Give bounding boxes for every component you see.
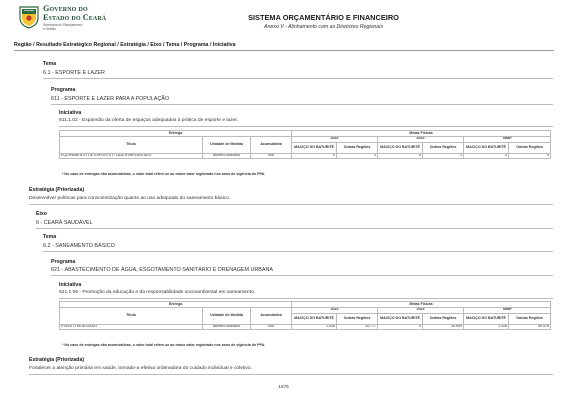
programa-label: Programa [51,259,76,265]
year-2023-header: 2023 [378,136,464,142]
tema-underline [43,251,553,252]
macico-header: MACIÇO DO BATURITÉ [292,313,337,324]
tema-value: 6.2 - SANEAMENTO BÁSICO [43,243,115,249]
row-acumulativa: Sim [251,324,292,330]
iniciativa-value: 621.1.06 - Promoção da educação e da responsabilidade socioambiental em saneamento. [59,290,256,295]
titulo-header: Título [60,136,203,153]
estrategia-label: Estratégia (Priorizada) [29,187,85,193]
iniciativa-label: Iniciativa [59,110,82,116]
macico-header: MACIÇO DO BATURITÉ [292,142,337,153]
outras-header: Outras Regiões [337,313,378,324]
table-row [60,324,551,330]
outras-header: Outras Regiões [509,313,551,324]
row-titulo: EVENTO REALIZADO [60,324,203,330]
row-2023-outras: 3 [423,153,464,159]
estrategia-label: Estratégia (Priorizada) [29,357,85,363]
row-total-macico: 0 [464,153,509,159]
iniciativa-underline [59,126,553,127]
total-header: Total* [464,307,551,313]
table-footnote: * No caso de entregas não acumulativas, o valor total refere-se ao maior valor registrado nos anos de vigência do PPA. [62,343,266,347]
tema-value: 6.1 - ESPORTE E LAZER [43,70,105,76]
row-titulo: EQUIPAMENTO DE ESPORTE E LAZER IMPLANTADO [60,153,203,159]
row-total-outras: 59.476 [509,324,551,330]
programa-value: 621 - ABASTECIMENTO DE ÁGUA, ESGOTAMENTO SANITÁRIO E DRENAGEM URBANA [51,267,273,273]
programa-underline [51,104,553,105]
iniciativa-label: Iniciativa [59,282,82,288]
metas-table [59,130,551,159]
titulo-header: Título [60,307,203,324]
acumulativa-header: Acumulativa [251,307,292,324]
document-header [0,0,567,40]
macico-header: MACIÇO DO BATURITÉ [378,313,423,324]
entrega-header: Entrega [60,131,292,137]
logo-subtitle-1: Secretaria do Planejamento [43,23,83,28]
row-total-macico: 1.028 [464,324,509,330]
eixo-label: Eixo [36,211,47,217]
breadcrumb: Região / Resultado Estratégico Regional / Estratégia / Eixo / Tema / Programa / Iniciativa [14,42,236,48]
tema-underline [43,78,553,79]
total-header: Total* [464,136,551,142]
metas-table [59,301,551,330]
entrega-header: Entrega [60,302,292,308]
macico-header: MACIÇO DO BATURITÉ [464,142,509,153]
logo-line-1: Governo do [43,4,88,13]
table-row [60,153,551,159]
row-2022-macico: 0 [292,153,337,159]
tema-label: Tema [43,61,57,67]
estrategia-underline [29,374,553,375]
metas-header: Metas Físicas [292,302,551,308]
acumulativa-header: Acumulativa [251,136,292,153]
estrategia-value: Fortalecer a atenção primária em saúde, tornado-a efetiva ordenadora do cuidado individual e coletivo. [29,366,252,371]
iniciativa-underline [59,298,553,299]
page-number: 1575 [278,385,289,390]
row-acumulativa: Sim [251,153,292,159]
macico-header: MACIÇO DO BATURITÉ [378,142,423,153]
document-subtitle: Anexo V - Alinhamento com as Diretrizes Regionais [264,24,383,30]
row-2023-outras: 28.699 [423,324,464,330]
outras-header: Outras Regiões [423,142,464,153]
year-2023-header: 2023 [378,307,464,313]
year-2022-header: 2022 [292,307,378,313]
programa-value: 611 - ESPORTE E LAZER PARA A POPULAÇÃO [51,96,170,102]
macico-header: MACIÇO DO BATURITÉ [464,313,509,324]
row-2022-outras: 30.777 [337,324,378,330]
year-2022-header: 2022 [292,136,378,142]
outras-header: Outras Regiões [337,142,378,153]
eixo-value: 6 - CEARÁ SAUDÁVEL [36,220,93,226]
header-divider [14,50,554,51]
outras-header: Outras Regiões [509,142,551,153]
estrategia-underline [29,204,553,205]
row-2022-outras: 3 [337,153,378,159]
row-unidade: Número Absoluto [203,324,251,330]
row-2023-macico: 0 [378,153,423,159]
document-title: SISTEMA ORÇAMENTÁRIO E FINANCEIRO [248,13,399,22]
programa-label: Programa [51,87,76,93]
tema-label: Tema [43,234,57,240]
eixo-underline [36,228,553,229]
logo-subtitle-2: e Gestão [43,26,56,31]
logo-line-2: Estado do Ceará [43,13,107,23]
row-2022-macico: 1.028 [292,324,337,330]
row-total-outras: 6 [509,153,551,159]
metas-header: Metas Físicas [292,131,551,137]
row-2023-macico: 0 [378,324,423,330]
iniciativa-value: 611.1.02 - Expansão da oferta de espaços adequados à prática de esporte e lazer. [59,118,239,123]
unidade-header: Unidade de Medida [203,307,251,324]
estrategia-value: Desenvolver políticas para conscientização quanto ao uso adequado do saneamento básico. [29,196,231,201]
unidade-header: Unidade de Medida [203,136,251,153]
programa-underline [51,275,553,276]
table-footnote: * No caso de entregas não acumulativas, o valor total refere-se ao maior valor registrado nos anos de vigência do PPA. [62,172,266,176]
outras-header: Outras Regiões [423,313,464,324]
row-unidade: Número Absoluto [203,153,251,159]
